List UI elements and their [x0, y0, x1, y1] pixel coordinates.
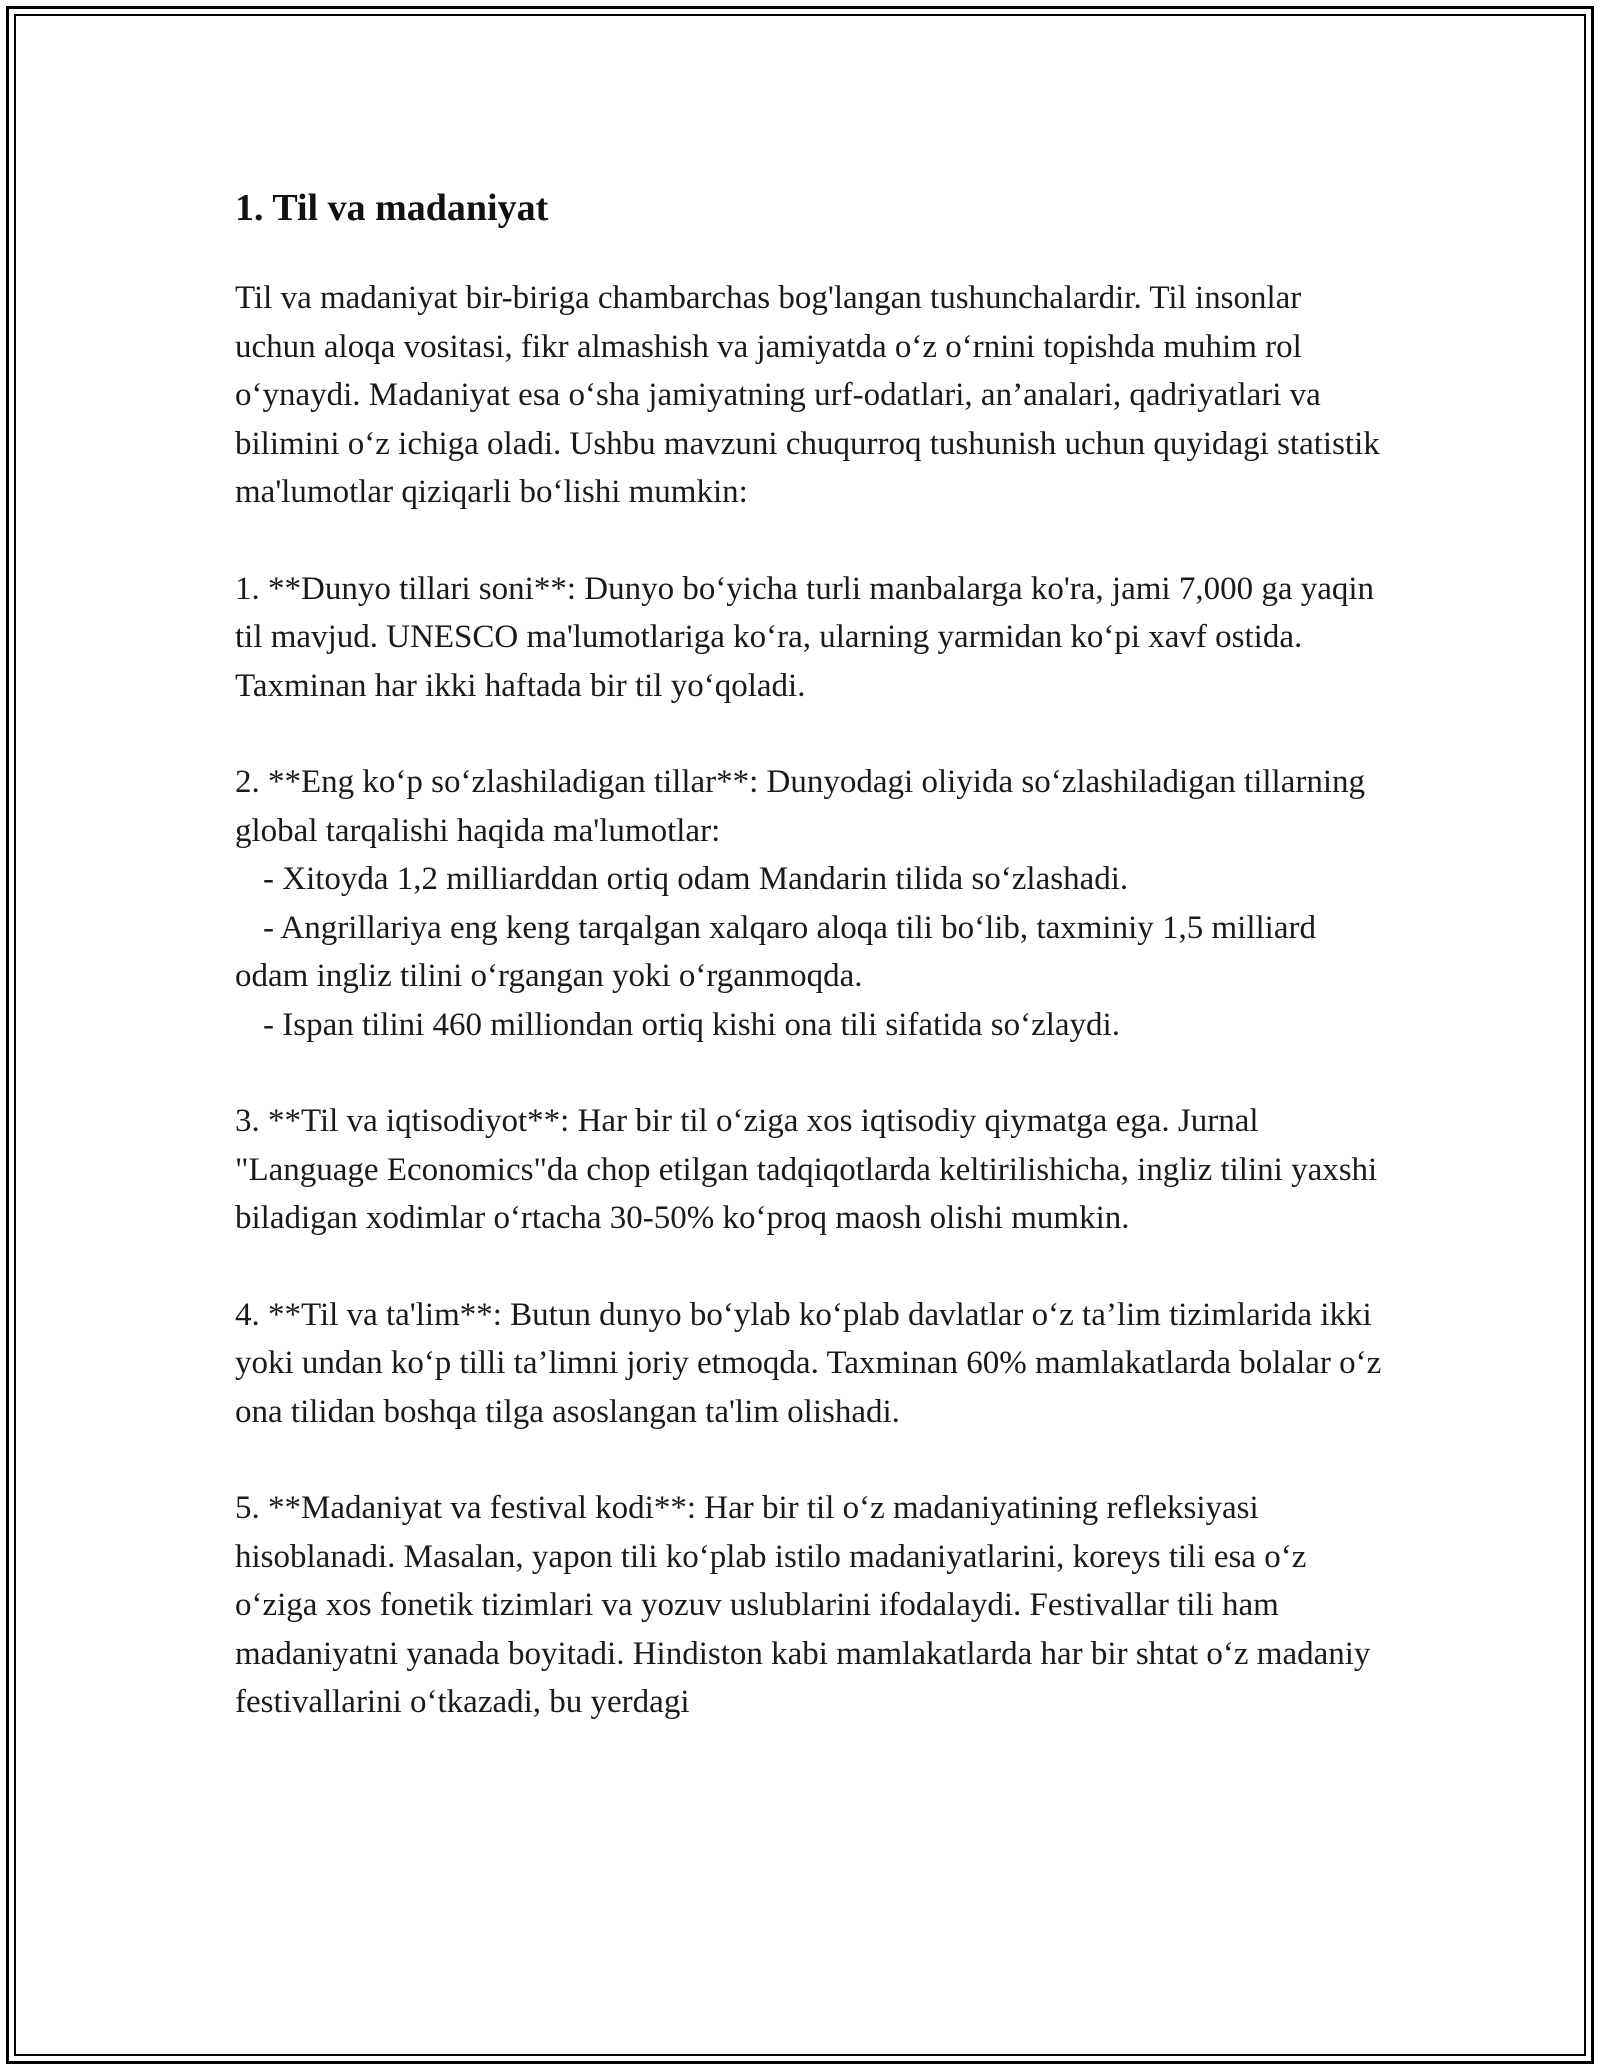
intro-paragraph: Til va madaniyat bir-biriga chambarchas bog'langan tushunchalardir. Til insonlar uchun aloqa vositasi, fikr almashish va jamiyatda o‘z o‘rnini topishda muhim rol o‘ynaydi. Madaniyat esa o‘sha jamiyatning urf-odatlari, an’analari, qadriyatlari va bilimini o‘z ichiga oladi. Ushbu mavzuni chuqurroq tushunish uchun quyidagi statistik ma'lumotlar qiziqarli bo‘lishi mumkin:	[235, 280, 1380, 510]
document-body	[235, 180, 1385, 1775]
list-item-language-economy: 3. **Til va iqtisodiyot**: Har bir til o‘ziga xos iqtisodiy qiymatga ega. Jurnal "Language Economics"da chop etilgan tadqiqotlarda keltirilishicha, ingliz tilini yaxshi biladigan xodimlar o‘rtacha 30-50% ko‘proq maosh olishi mumkin.	[235, 1103, 1378, 1236]
section-heading: 1. Til va madaniyat	[235, 187, 549, 229]
sub-item-english: - Angrillariya eng keng tarqalgan xalqaro aloqa tili bo‘lib, taxminiy 1,5 milliard odam ingliz tilini o‘rgangan yoki o‘rganmoqda.	[235, 909, 1316, 994]
list-item-most-spoken-languages	[235, 758, 1385, 1049]
sub-item-mandarin: - Xitoyda 1,2 milliarddan ortiq odam Mandarin tilida so‘zlashadi.	[263, 861, 1129, 897]
list-item-culture-festivals: 5. **Madaniyat va festival kodi**: Har bir til o‘z madaniyatining refleksiyasi hisoblanadi. Masalan, yapon tili ko‘plab istilo madaniyatlarini, koreys tili esa o‘z o‘ziga xos fonetik tizimlari va yozuv uslublarini ifodalaydi. Festivallar tili ham madaniyatni yanada boyitadi. Hindiston kabi mamlakatlarda har bir shtat o‘z madaniy festivallarini o‘tkazadi, bu yerdagi	[235, 1490, 1371, 1720]
list-item-lead: 2. **Eng ko‘p so‘zlashiladigan tillar**: Dunyodagi oliyida so‘zlashiladigan tillarning global tarqalishi haqida ma'lumotlar:	[235, 764, 1366, 849]
list-item-world-languages: 1. **Dunyo tillari soni**: Dunyo bo‘yicha turli manbalarga ko'ra, jami 7,000 ga yaqin til mavjud. UNESCO ma'lumotlariga ko‘ra, ularning yarmidan ko‘pi xavf ostida. Taxminan har ikki haftada bir til yo‘qoladi.	[235, 570, 1375, 704]
list-item-language-education: 4. **Til va ta'lim**: Butun dunyo bo‘ylab ko‘plab davlatlar o‘z ta’lim tizimlarida ikki yoki undan ko‘p tilli ta’limni joriy etmoqda. Taxminan 60% mamlakatlarda bolalar o‘z ona tilidan boshqa tilga asoslangan ta'lim olishadi.	[235, 1296, 1382, 1430]
sub-item-spanish: - Ispan tilini 460 milliondan ortiq kishi ona tili sifatida so‘zlaydi.	[263, 1006, 1120, 1043]
